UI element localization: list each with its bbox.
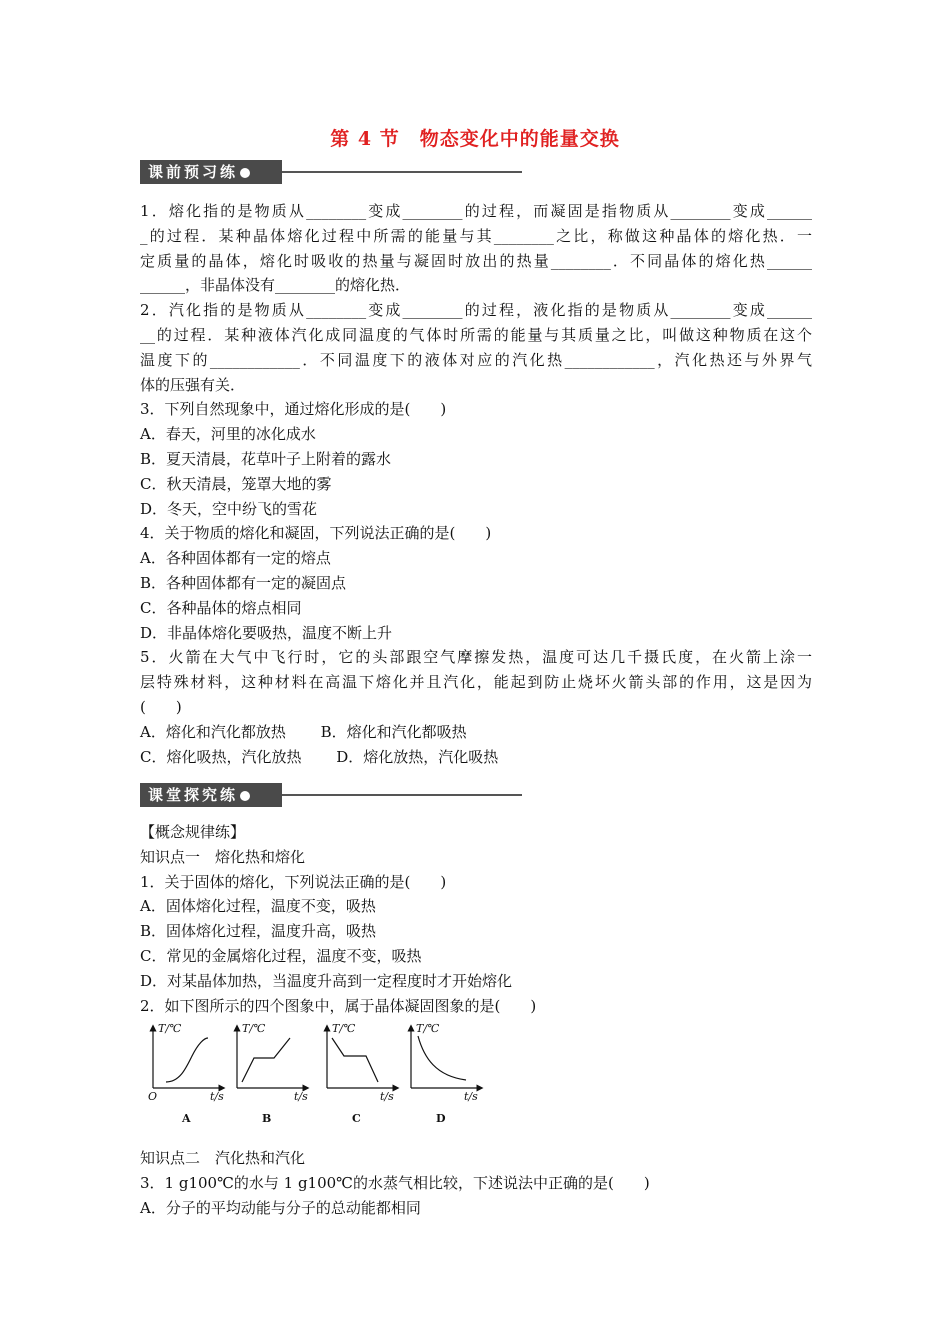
section2-continued xyxy=(140,1146,812,1220)
graph-b-svg xyxy=(232,1020,314,1130)
graph-d xyxy=(406,1020,488,1130)
bullet-dot-icon xyxy=(240,791,250,801)
graph-d-svg xyxy=(406,1020,488,1130)
banner-label: 课堂探究练 xyxy=(148,786,239,804)
origin-label: O xyxy=(148,1090,158,1103)
y-axis-label: T/℃ xyxy=(332,1022,356,1035)
text-line: ______，非晶体没有________的熔化热． xyxy=(140,276,411,295)
question-1: 1．关于固体的熔化，下列说法正确的是( ) xyxy=(140,872,447,891)
subsection-heading: 【概念规律练】 xyxy=(140,823,246,841)
banner-tag xyxy=(140,160,282,184)
option-c: C．各种晶体的熔点相同 xyxy=(140,598,302,617)
question-3: 3．1 g100℃的水与 1 g100℃的水蒸气相比较，下述说法中正确的是( ) xyxy=(140,1173,650,1192)
section1-content xyxy=(140,199,812,769)
y-axis-label: T/℃ xyxy=(416,1022,440,1035)
text-line: 2．汽化指的是物质从________变成________的过程，液化指的是物质从________变成______ xyxy=(140,301,812,320)
x-axis-label: t/s xyxy=(464,1090,478,1103)
graph-caption: A xyxy=(182,1112,191,1125)
graph-caption: D xyxy=(436,1112,446,1125)
text-line: 温度下的____________．不同温度下的液体对应的汽化热____________，汽化热还与外界气 xyxy=(140,350,812,369)
graph-c-svg xyxy=(322,1020,404,1130)
section-banner-preview xyxy=(140,160,522,184)
text-line: 1．熔化指的是物质从________变成________的过程，而凝固是指物质从________变成______ xyxy=(140,202,812,220)
y-axis-label: T/℃ xyxy=(242,1022,266,1035)
option-cd: C．熔化吸热，汽化放热 D．熔化放热，汽化吸热 xyxy=(140,747,499,766)
graph-caption: C xyxy=(352,1112,361,1125)
section-banner-classroom xyxy=(140,783,522,807)
graph-figure xyxy=(140,1020,500,1130)
text-line: 层特殊材料，这种材料在高温下熔化并且汽化，能起到防止烧坏火箭头部的作用，这是因为 xyxy=(140,673,812,692)
knowledge-point: 知识点二 汽化热和汽化 xyxy=(140,1149,306,1167)
section2-content xyxy=(140,820,812,1018)
option-d: D．对某晶体加热，当温度升高到一定程度时才开始熔化 xyxy=(140,971,513,990)
option-c: C．常见的金属熔化过程，温度不变，吸热 xyxy=(140,946,422,965)
graph-caption: B xyxy=(262,1112,272,1125)
question-4: 4．关于物质的熔化和凝固，下列说法正确的是( ) xyxy=(140,524,492,543)
banner-rule xyxy=(282,794,522,796)
text-line: __的过程．某种液体汽化成同温度的气体时所需的能量与其质量之比，叫做这种物质在这个 xyxy=(140,325,812,344)
bullet-dot-icon xyxy=(240,168,250,178)
option-b: B．夏天清晨，花草叶子上附着的露水 xyxy=(140,449,392,468)
option-a: A．春天，河里的冰化成水 xyxy=(140,425,316,444)
option-a: A．固体熔化过程，温度不变，吸热 xyxy=(140,897,376,916)
option-d: D．冬天，空中纷飞的雪花 xyxy=(140,499,318,518)
graph-c xyxy=(322,1020,404,1130)
text-line: ( ) xyxy=(140,697,182,716)
page-title: 第 4 节 物态变化中的能量交换 xyxy=(330,128,620,150)
text-line: _的过程．某种晶体熔化过程中所需的能量与其________之比，称做这种晶体的熔化热．一 xyxy=(140,226,812,245)
option-a: A．分子的平均动能与分子的总动能都相同 xyxy=(140,1198,421,1217)
question-5: 5．火箭在大气中飞行时，它的头部跟空气摩擦发热，温度可达几千摄氏度，在火箭上涂一 xyxy=(140,648,812,667)
text-line: 定质量的晶体，熔化时吸收的热量与凝固时放出的热量________．不同晶体的熔化热______ xyxy=(140,251,812,270)
graph-a xyxy=(148,1020,230,1130)
option-d: D．非晶体熔化要吸热，温度不断上升 xyxy=(140,623,393,642)
x-axis-label: t/s xyxy=(294,1090,308,1103)
text-line: 体的压强有关． xyxy=(140,375,246,394)
y-axis-label: T/℃ xyxy=(158,1022,182,1035)
option-a: A．各种固体都有一定的熔点 xyxy=(140,549,331,568)
banner-label: 课前预习练 xyxy=(148,163,239,181)
knowledge-point: 知识点一 熔化热和熔化 xyxy=(140,847,306,866)
option-b: B．固体熔化过程，温度升高，吸热 xyxy=(140,922,377,941)
question-3: 3．下列自然现象中，通过熔化形成的是( ) xyxy=(140,400,447,419)
option-b: B．各种固体都有一定的凝固点 xyxy=(140,573,347,592)
question-2: 2．如下图所示的四个图象中，属于晶体凝固图象的是( ) xyxy=(140,996,537,1015)
banner-tag xyxy=(140,783,282,807)
graph-b xyxy=(232,1020,314,1130)
x-axis-label: t/s xyxy=(210,1090,224,1103)
banner-rule xyxy=(282,171,522,173)
option-ab: A．熔化和汽化都放热 B．熔化和汽化都吸热 xyxy=(140,722,467,741)
x-axis-label: t/s xyxy=(380,1090,394,1103)
option-c: C．秋天清晨，笼罩大地的雾 xyxy=(140,474,332,493)
